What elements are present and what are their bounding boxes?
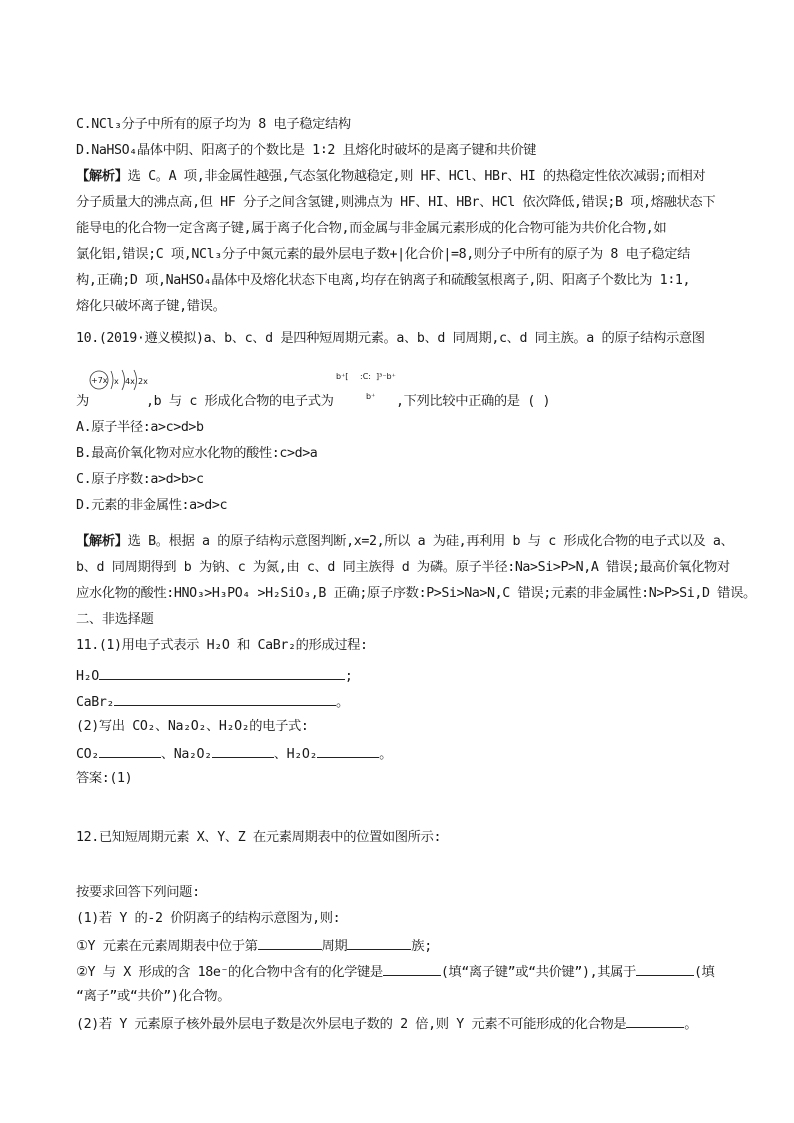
question-10-end: ,下列比较中正确的是 ( ) [396,394,551,409]
analysis2-line-1: 【解析】选 B。根据 a 的原子结构示意图判断,x=2,所以 a 为硅,再利用 b 与 c 形成化合物的电子式以及 a、 [76,534,734,549]
group-answer-blank[interactable] [347,936,411,950]
section-heading: 二、非选择题 [76,612,154,627]
impossible-compound-answer-blank[interactable] [626,1014,684,1028]
bond-type-answer-blank[interactable] [383,962,441,976]
question-10-stem: 10.(2019·遵义模拟)a、b、c、d 是四种短周期元素。a、b、d 同周期,c、d 同主族。a 的原子结构示意图 [76,331,705,346]
h2o-answer-blank[interactable] [99,666,345,680]
question-11-part2: (2)写出 CO₂、Na₂O₂、H₂O₂的电子式: [76,719,309,734]
question-10-mid: ,b 与 c 形成化合物的电子式为 [146,394,334,409]
q11-h2o-line: H₂O ; [76,666,726,686]
q11-formula-line: CO₂ 、Na₂O₂ 、H₂O₂ 。 [76,744,726,764]
atom-shell-3: 2x [138,377,148,386]
formula-left: b⁺[ [336,372,349,381]
question-10-wei: 为 [76,394,89,409]
q10-option-d: D.元素的非金属性:a>d>c [76,498,228,513]
q12-sub2-line: ②Y 与 X 形成的含 18e⁻的化合物中含有的化学键是 (填“离子键”或“共价键”),其属于 (填 [76,962,726,982]
atom-structure-diagram [88,368,158,392]
analysis-line-5: 构,正确;D 项,NaHSO₄晶体中及熔化状态下电离,均存在钠离子和硫酸氢根离子,阴、阳离子个数比为 1∶1, [76,273,691,288]
atom-shell-1: x [114,377,119,386]
na2o2-answer-blank[interactable] [212,744,274,758]
analysis-line-3: 能导电的化合物一定含离子键,属于离子化合物,而金属与非金属元素形成的化合物可能为共价化合物,如 [76,221,667,236]
analysis2-label: 【解析】 [76,534,128,549]
question-12-instruction: 按要求回答下列问题: [76,885,200,900]
atom-shell-2: 4x [125,377,135,386]
analysis-line-1: 【解析】选 C。A 项,非金属性越强,气态氢化物越稳定,则 HF、HCl、HBr、HI 的热稳定性依次减弱;而相对 [76,169,706,184]
answer-line: 答案:(1) [76,771,133,786]
q12-part2-line: (2)若 Y 元素原子核外最外层电子数是次外层电子数的 2 倍,则 Y 元素不可能形成的化合物是 。 [76,1014,726,1034]
q10-option-b: B.最高价氧化物对应水化物的酸性:c>d>a [76,446,318,461]
q10-option-a: A.原子半径:a>c>d>b [76,420,204,435]
period-answer-blank[interactable] [258,936,322,950]
question-12-part1: (1)若 Y 的-2 价阴离子的结构示意图为,则: [76,911,341,926]
h2o2-answer-blank[interactable] [317,744,379,758]
co2-answer-blank[interactable] [99,744,161,758]
formula-right: ]³⁻b⁺ [376,372,396,381]
formula-center: :C: [360,372,371,381]
analysis2-line-3: 应水化物的酸性:HNO₃>H₃PO₄ >H₂SiO₃,B 正确;原子序数:P>Si>Na>N,C 错误;元素的非金属性:N>P>Si,D 错误。 [76,586,756,601]
cabr2-answer-blank[interactable] [114,692,336,706]
analysis-line-4: 氯化铝,错误;C 项,NCl₃分子中氮元素的最外层电子数+|化合价|=8,则分子中所有的原子为 8 电子稳定结 [76,247,691,262]
analysis2-line-2: b、d 同周期得到 b 为钠、c 为氮,由 c、d 同主族得 d 为磷。原子半径:Na>Si>P>N,A 错误;最高价氧化物对 [76,560,730,575]
question-11-part1: 11.(1)用电子式表示 H₂O 和 CaBr₂的形成过程: [76,638,368,653]
question-12-stem: 12.已知短周期元素 X、Y、Z 在元素周期表中的位置如图所示: [76,830,442,845]
q12-sub2-line-2: “离子”或“共价”)化合物。 [76,989,231,1004]
electron-formula [336,368,402,404]
q10-option-c: C.原子序数:a>d>b>c [76,472,204,487]
analysis-line-2: 分子质量大的沸点高,但 HF 分子之间含氢键,则沸点为 HF、HI、HBr、HCl 依次降低,错误;B 项,熔融状态下 [76,195,716,210]
analysis-line-6: 熔化只破坏离子键,错误。 [76,299,226,314]
atom-nucleus: +7x [91,376,108,385]
compound-type-answer-blank[interactable] [636,962,694,976]
q11-cabr2-line: CaBr₂ 。 [76,692,726,712]
q12-sub1-line: ①Y 元素在元素周期表中位于第 周期 族; [76,936,726,956]
analysis-label: 【解析】 [76,169,128,184]
option-d: D.NaHSO₄晶体中阴、阳离子的个数比是 1∶2 且熔化时破坏的是离子键和共价键 [76,143,536,158]
formula-bottom: b⁺ [366,392,376,401]
option-c: C.NCl₃分子中所有的原子均为 8 电子稳定结构 [76,117,351,132]
